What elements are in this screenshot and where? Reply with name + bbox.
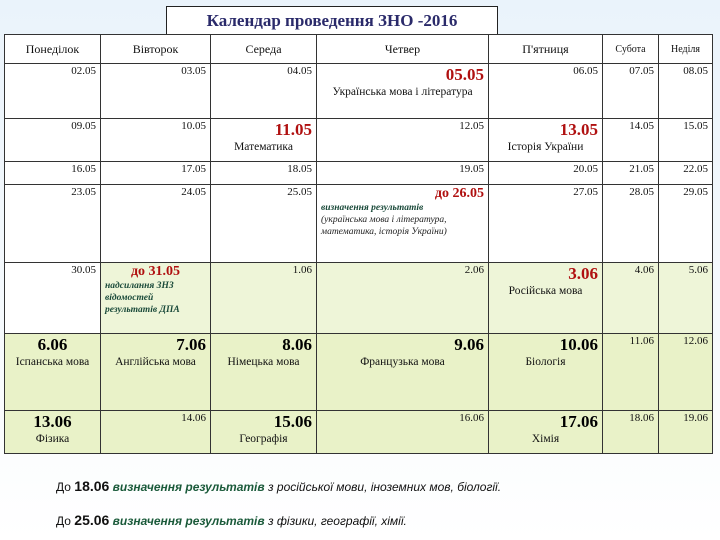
exam-date: 10.06 <box>559 335 598 354</box>
exam-calendar-table <box>4 34 713 454</box>
exam-subject: Іспанська мова <box>15 356 90 368</box>
day-date: 29.05 <box>683 186 708 198</box>
exam-subject: Російська мова <box>508 285 583 297</box>
footer-prefix: До <box>56 514 71 528</box>
exam-date: 17.06 <box>559 412 598 431</box>
day-date: 17.05 <box>181 163 206 175</box>
exam-day-cell <box>489 411 603 454</box>
footer-rest: з російської мови, іноземних мов, біології. <box>267 480 502 494</box>
day-cell <box>211 263 317 334</box>
day-cell <box>659 119 713 162</box>
day-cell <box>489 162 603 185</box>
day-cell <box>603 162 659 185</box>
footer-italic: визначення результатів <box>112 514 265 528</box>
exam-date: 3.06 <box>568 264 598 283</box>
day-date: 10.05 <box>181 120 206 132</box>
day-cell <box>5 263 101 334</box>
header-tuesday: Вівторок <box>101 35 211 64</box>
deadline-cell <box>101 263 211 334</box>
exam-subject: Англійська мова <box>115 356 196 368</box>
day-cell <box>101 411 211 454</box>
day-date: 11.06 <box>629 335 654 347</box>
deadline-title: надсилання ЗНЗ відомостей результатів ДПА <box>105 281 180 315</box>
week-row <box>5 411 713 454</box>
page-title: Календар проведення ЗНО -2016 <box>166 6 498 36</box>
exam-day-cell <box>317 64 489 119</box>
exam-subject: Біологія <box>525 356 566 368</box>
footer-note <box>56 512 407 528</box>
day-cell <box>211 185 317 263</box>
day-cell <box>101 162 211 185</box>
day-cell <box>603 64 659 119</box>
exam-subject: Німецька мова <box>227 356 300 368</box>
exam-day-cell <box>489 334 603 411</box>
day-date: 18.05 <box>287 163 312 175</box>
day-date: 07.05 <box>629 65 654 77</box>
exam-date: 7.06 <box>176 335 206 354</box>
footer-note <box>56 478 501 494</box>
day-cell <box>489 185 603 263</box>
day-date: 16.05 <box>71 163 96 175</box>
deadline-details: (українська мова і література, математика, історія України) <box>321 215 447 237</box>
day-date: 12.05 <box>459 120 484 132</box>
day-cell <box>603 185 659 263</box>
day-date: 24.05 <box>181 186 206 198</box>
exam-date: 9.06 <box>454 335 484 354</box>
day-cell <box>659 334 713 411</box>
exam-day-cell <box>317 334 489 411</box>
exam-date: 15.06 <box>273 412 312 431</box>
day-date: 5.06 <box>688 264 708 276</box>
footer-date: 25.06 <box>74 512 110 528</box>
exam-subject: Хімія <box>531 433 560 445</box>
day-date: 14.06 <box>181 412 206 424</box>
day-cell <box>5 119 101 162</box>
exam-day-cell <box>489 263 603 334</box>
exam-date: 05.05 <box>445 65 484 84</box>
exam-date: 13.05 <box>559 120 598 139</box>
day-cell <box>603 119 659 162</box>
day-date: 25.05 <box>287 186 312 198</box>
exam-day-cell <box>5 334 101 411</box>
day-date: 22.05 <box>683 163 708 175</box>
day-date: 06.05 <box>573 65 598 77</box>
exam-subject: Французька мова <box>360 356 445 368</box>
day-date: 12.06 <box>683 335 708 347</box>
day-date: 14.05 <box>629 120 654 132</box>
week-row <box>5 263 713 334</box>
exam-day-cell <box>5 411 101 454</box>
day-cell <box>659 411 713 454</box>
day-cell <box>101 64 211 119</box>
day-date: 09.05 <box>71 120 96 132</box>
day-date: 08.05 <box>683 65 708 77</box>
header-wednesday: Середа <box>211 35 317 64</box>
day-cell <box>317 162 489 185</box>
week-row <box>5 64 713 119</box>
day-date: 19.06 <box>683 412 708 424</box>
week-row <box>5 334 713 411</box>
header-thursday: Четвер <box>317 35 489 64</box>
day-cell <box>317 263 489 334</box>
day-cell <box>603 411 659 454</box>
exam-day-cell <box>211 119 317 162</box>
deadline-date: до 26.05 <box>434 186 484 201</box>
exam-subject: Історія України <box>507 141 584 153</box>
exam-day-cell <box>211 334 317 411</box>
day-date: 19.05 <box>459 163 484 175</box>
exam-subject: Географія <box>239 433 288 445</box>
header-monday: Понеділок <box>5 35 101 64</box>
week-row <box>5 185 713 263</box>
day-cell <box>211 64 317 119</box>
day-cell <box>317 411 489 454</box>
exam-day-cell <box>489 119 603 162</box>
day-date: 2.06 <box>464 264 484 276</box>
day-cell <box>101 119 211 162</box>
day-cell <box>659 162 713 185</box>
deadline-title: визначення результатів <box>321 203 424 213</box>
day-cell <box>211 162 317 185</box>
day-date: 02.05 <box>71 65 96 77</box>
day-cell <box>5 185 101 263</box>
day-date: 30.05 <box>71 264 96 276</box>
day-cell <box>659 185 713 263</box>
day-date: 4.06 <box>634 264 654 276</box>
day-cell <box>603 334 659 411</box>
header-sunday: Неділя <box>659 35 713 64</box>
day-date: 15.05 <box>683 120 708 132</box>
day-cell <box>489 64 603 119</box>
header-row <box>5 35 713 64</box>
day-cell <box>659 263 713 334</box>
day-cell <box>603 263 659 334</box>
day-cell <box>5 64 101 119</box>
day-date: 1.06 <box>292 264 312 276</box>
deadline-date: до 31.05 <box>130 264 181 279</box>
exam-date: 11.05 <box>274 120 312 139</box>
day-date: 03.05 <box>181 65 206 77</box>
day-cell <box>317 119 489 162</box>
exam-day-cell <box>211 411 317 454</box>
day-date: 20.05 <box>573 163 598 175</box>
deadline-cell <box>317 185 489 263</box>
exam-date: 6.06 <box>37 335 68 354</box>
week-row <box>5 119 713 162</box>
footer-rest: з фізики, географії, хімії. <box>267 514 407 528</box>
footer-date: 18.06 <box>74 478 110 494</box>
footer-italic: визначення результатів <box>112 480 265 494</box>
exam-subject: Українська мова і література <box>332 86 473 98</box>
day-cell <box>101 185 211 263</box>
week-row <box>5 162 713 185</box>
day-date: 04.05 <box>287 65 312 77</box>
day-cell <box>659 64 713 119</box>
exam-subject: Фізика <box>35 433 70 445</box>
day-date: 18.06 <box>629 412 654 424</box>
exam-date: 13.06 <box>33 412 72 431</box>
footer-prefix: До <box>56 480 71 494</box>
day-date: 23.05 <box>71 186 96 198</box>
header-friday: П'ятниця <box>489 35 603 64</box>
exam-subject: Математика <box>234 141 293 153</box>
header-saturday: Субота <box>603 35 659 64</box>
day-date: 28.05 <box>629 186 654 198</box>
exam-date: 8.06 <box>282 335 312 354</box>
day-date: 27.05 <box>573 186 598 198</box>
day-cell <box>5 162 101 185</box>
exam-day-cell <box>101 334 211 411</box>
day-date: 16.06 <box>459 412 484 424</box>
day-date: 21.05 <box>629 163 654 175</box>
